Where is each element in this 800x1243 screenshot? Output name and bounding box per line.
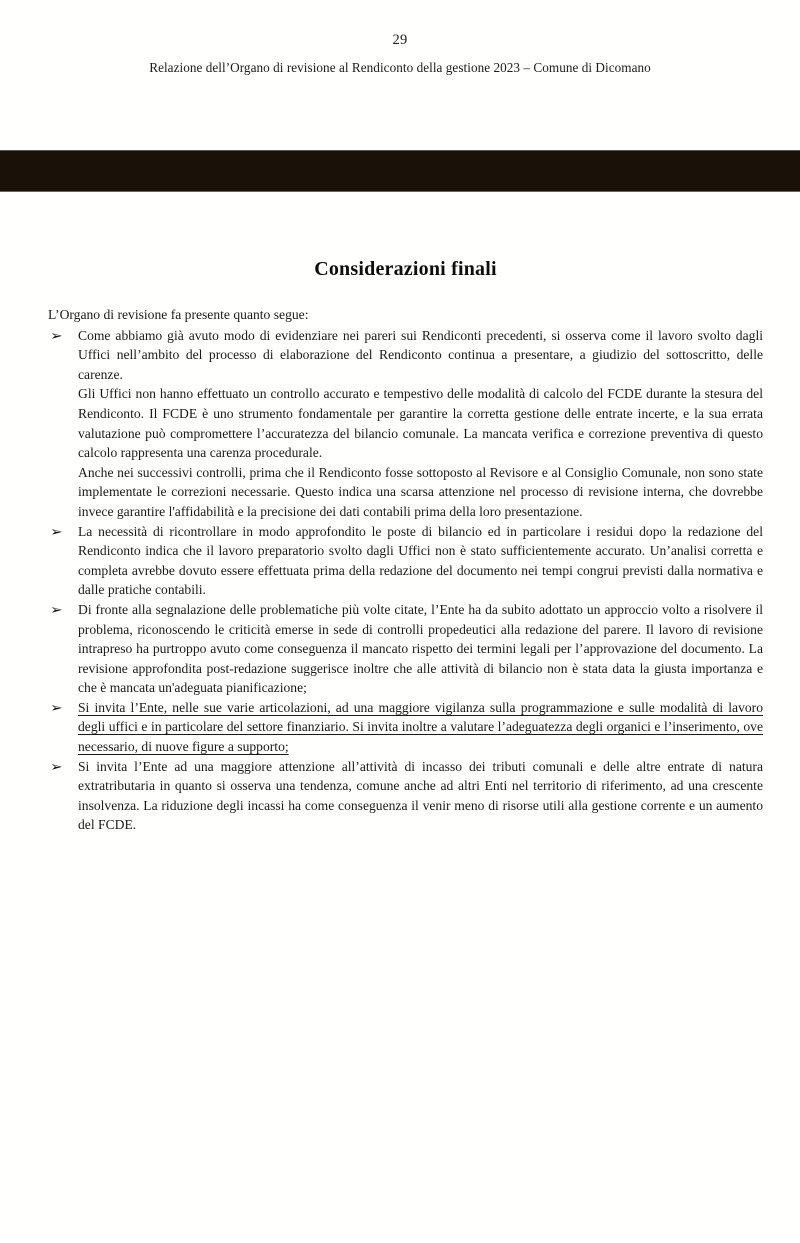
arrow-bullet-icon: ➢ (50, 758, 63, 774)
redaction-band (0, 150, 800, 192)
arrow-bullet-icon: ➢ (50, 601, 63, 617)
page-number: 29 (392, 32, 408, 48)
bullet-segnalazione-problematiche-para: Di fronte alla segnalazione delle problematiche più volte citate, l’Ente ha da subito adottato un approccio volto a risolvere il problema, riconoscendo le criticità emerse in sede di controlli propedeutici alla redazione del parere. Il lavoro di revisione intrapreso ha purtroppo avuto come conseguenza il mancato rispetto dei termini legali per l’approvazione del documento. La revisione approfondita post-redazione suggerisce inoltre che alle attività di bilancio non è stata data la giusta importanza e che è mancata un'adeguata pianificazione; (78, 601, 763, 696)
document-body (48, 258, 763, 835)
arrow-bullet-icon: ➢ (50, 699, 63, 715)
arrow-bullet-icon: ➢ (50, 523, 63, 539)
running-header: Relazione dell’Organo di revisione al Rendiconto della gestione 2023 – Comune di Dicomano (149, 60, 651, 75)
bullet-incasso-tributi-para: Si invita l’Ente ad una maggiore attenzione all’attività di incasso dei tributi comunali e delle altre entrate di natura extratributaria in quanto si osserva una tendenza, comune anche ad altri Enti nel territorio di riferimento, ad una crescente insolvenza. La riduzione degli incassi ha come conseguenza il venir meno di risorse utili alla gestione corrente e un aumento del FCDE. (78, 758, 763, 833)
list-item (48, 757, 763, 835)
arrow-bullet-icon: ➢ (50, 327, 63, 343)
list-item (48, 698, 763, 757)
bullet-rendiconti-precedenti-para: Gli Uffici non hanno effettuato un controllo accurato e tempestivo delle modalità di calcolo del FCDE durante la stesura del Rendiconto. Il FCDE è uno strumento fondamentale per garantire la corretta gestione delle entrate incerte, e la sua errata valutazione può compromettere l’accuratezza del bilancio comunale. La mancata verifica e correzione preventiva di questo calcolo rappresenta una carenza procedurale. (78, 386, 763, 461)
list-item (48, 600, 763, 698)
list-item (48, 522, 763, 600)
bullet-vigilanza-programmazione-para: Si invita l’Ente, nelle sue varie articolazioni, ad una maggiore vigilanza sulla programmazione e sulle modalità di lavoro degli uffici e in particolare del settore finanziario. Si invita inoltre a valutare l’adeguatezza degli organici e l’inserimento, ove necessario, di nuove figure a supporto; (78, 699, 763, 755)
list-item (48, 326, 763, 522)
bullet-ricontrollo-poste-bilancio-para: La necessità di ricontrollare in modo approfondito le poste di bilancio ed in particolare i residui dopo la redazione del Rendiconto indica che il lavoro preparatorio svolto dagli Uffici non è stato sufficientemente accurato. Un’analisi corretta e completa avrebbe dovuto essere effettuata prima della redazione del documento nei tempi congrui previsti dalla normativa e dalle pratiche contabili. (78, 523, 763, 598)
bullet-rendiconti-precedenti-para: Anche nei successivi controlli, prima che il Rendiconto fosse sottoposto al Revisore e al Consiglio Comunale, non sono state implementate le correzioni necessarie. Questo indica una scarsa attenzione nel processo di revisione interna, che dovrebbe invece garantire l'affidabilità e la precisione dei dati contabili prima della loro presentazione. (78, 464, 763, 519)
page-title: Considerazioni finali (314, 258, 497, 280)
lead-paragraph: L’Organo di revisione fa presente quanto segue: (48, 307, 309, 322)
considerations-list (48, 326, 763, 835)
bullet-rendiconti-precedenti-para: Come abbiamo già avuto modo di evidenziare nei pareri sui Rendiconti precedenti, si osserva come il lavoro svolto dagli Uffici nell’ambito del processo di elaborazione del Rendiconto continua a presentare, a giudizio del sottoscritto, delle carenze. (78, 327, 763, 382)
